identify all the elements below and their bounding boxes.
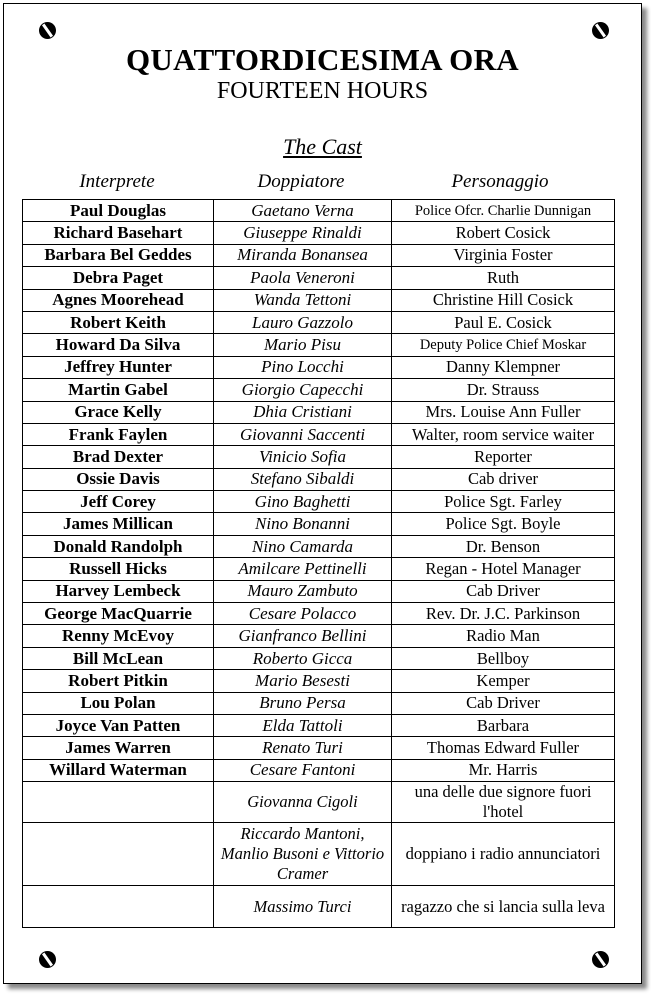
actor-cell: James Millican bbox=[23, 513, 214, 535]
character-cell: Cab driver bbox=[392, 468, 615, 490]
table-row bbox=[23, 379, 615, 401]
actor-cell: Jeffrey Hunter bbox=[23, 356, 214, 378]
column-header-character: Personaggio bbox=[451, 171, 549, 192]
character-cell: Regan - Hotel Manager bbox=[392, 558, 615, 580]
character-cell: Reporter bbox=[392, 446, 615, 468]
actor-cell: Lou Polan bbox=[23, 692, 214, 714]
table-row bbox=[23, 759, 615, 781]
dubber-cell: Giuseppe Rinaldi bbox=[214, 222, 392, 244]
dubber-cell: Amilcare Pettinelli bbox=[214, 558, 392, 580]
actor-cell: Bill McLean bbox=[23, 647, 214, 669]
table-row bbox=[23, 603, 615, 625]
actor-cell: Russell Hicks bbox=[23, 558, 214, 580]
table-row bbox=[23, 513, 615, 535]
table-row bbox=[23, 468, 615, 490]
dubber-cell: Gino Baghetti bbox=[214, 491, 392, 513]
character-cell: Robert Cosick bbox=[392, 222, 615, 244]
character-cell: Kemper bbox=[392, 670, 615, 692]
character-cell: una delle due signore fuori l'hotel bbox=[392, 782, 615, 823]
table-row bbox=[23, 580, 615, 602]
actor-cell: Ossie Davis bbox=[23, 468, 214, 490]
actor-cell: Brad Dexter bbox=[23, 446, 214, 468]
dubber-cell: Giovanna Cigoli bbox=[214, 782, 392, 823]
dubber-cell: Wanda Tettoni bbox=[214, 289, 392, 311]
dubber-cell: Pino Locchi bbox=[214, 356, 392, 378]
actor-cell: Donald Randolph bbox=[23, 535, 214, 557]
dubber-cell: Giovanni Saccenti bbox=[214, 423, 392, 445]
page-subtitle: FOURTEEN HOURS bbox=[216, 78, 429, 104]
dubber-cell: Mario Pisu bbox=[214, 334, 392, 356]
actor-cell: Barbara Bel Geddes bbox=[23, 244, 214, 266]
character-cell: Virginia Foster bbox=[392, 244, 615, 266]
character-cell: Cab Driver bbox=[392, 692, 615, 714]
table-row bbox=[23, 714, 615, 736]
character-cell: Ruth bbox=[392, 267, 615, 289]
dubber-cell: Bruno Persa bbox=[214, 692, 392, 714]
character-cell: Rev. Dr. J.C. Parkinson bbox=[392, 603, 615, 625]
character-cell: Police Sgt. Boyle bbox=[392, 513, 615, 535]
table-row bbox=[23, 647, 615, 669]
actor-cell: Robert Pitkin bbox=[23, 670, 214, 692]
table-row bbox=[23, 244, 615, 266]
actor-cell: Jeff Corey bbox=[23, 491, 214, 513]
dubber-cell: Giorgio Capecchi bbox=[214, 379, 392, 401]
table-row bbox=[23, 267, 615, 289]
dubber-cell: Vinicio Sofia bbox=[214, 446, 392, 468]
character-cell: Cab Driver bbox=[392, 580, 615, 602]
dubber-cell: Dhia Cristiani bbox=[214, 401, 392, 423]
character-cell: Bellboy bbox=[392, 647, 615, 669]
character-cell: Dr. Strauss bbox=[392, 379, 615, 401]
dubber-cell: Cesare Fantoni bbox=[214, 759, 392, 781]
actor-cell: Grace Kelly bbox=[23, 401, 214, 423]
dubber-cell: Elda Tattoli bbox=[214, 714, 392, 736]
actor-cell: James Warren bbox=[23, 737, 214, 759]
actor-cell: Joyce Van Patten bbox=[23, 714, 214, 736]
character-cell: ragazzo che si lancia sulla leva bbox=[392, 886, 615, 928]
dubber-cell: Paola Veneroni bbox=[214, 267, 392, 289]
actor-cell: Paul Douglas bbox=[23, 200, 214, 222]
table-row bbox=[23, 625, 615, 647]
page-title: QUATTORDICESIMA ORA bbox=[126, 42, 519, 77]
column-header-dubber: Doppiatore bbox=[257, 171, 345, 192]
character-cell: doppiano i radio annunciatori bbox=[392, 823, 615, 886]
table-row bbox=[23, 200, 615, 222]
dubber-cell: Gianfranco Bellini bbox=[214, 625, 392, 647]
character-cell: Christine Hill Cosick bbox=[392, 289, 615, 311]
dubber-cell: Miranda Bonansea bbox=[214, 244, 392, 266]
table-row bbox=[23, 401, 615, 423]
character-cell: Thomas Edward Fuller bbox=[392, 737, 615, 759]
table-row bbox=[23, 782, 615, 823]
table-row bbox=[23, 737, 615, 759]
actor-cell bbox=[23, 782, 214, 823]
screw-icon bbox=[39, 951, 56, 968]
table-row bbox=[23, 289, 615, 311]
actor-cell: Agnes Moorehead bbox=[23, 289, 214, 311]
table-row bbox=[23, 670, 615, 692]
dubber-cell: Cesare Polacco bbox=[214, 603, 392, 625]
table-row bbox=[23, 823, 615, 886]
dubber-cell: Roberto Gicca bbox=[214, 647, 392, 669]
table-row bbox=[23, 222, 615, 244]
table-row bbox=[23, 535, 615, 557]
actor-cell: Renny McEvoy bbox=[23, 625, 214, 647]
actor-cell bbox=[23, 886, 214, 928]
actor-cell bbox=[23, 823, 214, 886]
table-row bbox=[23, 311, 615, 333]
table-row bbox=[23, 886, 615, 928]
character-cell: Dr. Benson bbox=[392, 535, 615, 557]
dubber-cell: Renato Turi bbox=[214, 737, 392, 759]
screw-icon bbox=[592, 22, 609, 39]
table-row bbox=[23, 692, 615, 714]
dubber-cell: Stefano Sibaldi bbox=[214, 468, 392, 490]
table-row bbox=[23, 446, 615, 468]
actor-cell: Debra Paget bbox=[23, 267, 214, 289]
dubber-cell: Gaetano Verna bbox=[214, 200, 392, 222]
table-row bbox=[23, 491, 615, 513]
actor-cell: Martin Gabel bbox=[23, 379, 214, 401]
actor-cell: Richard Basehart bbox=[23, 222, 214, 244]
dubber-cell: Lauro Gazzolo bbox=[214, 311, 392, 333]
dubber-cell: Mauro Zambuto bbox=[214, 580, 392, 602]
table-row bbox=[23, 558, 615, 580]
dubber-cell: Mario Besesti bbox=[214, 670, 392, 692]
cast-heading: The Cast bbox=[283, 134, 362, 159]
column-header-actor: Interprete bbox=[79, 171, 155, 192]
screw-icon bbox=[39, 22, 56, 39]
dubber-cell: Riccardo Mantoni, Manlio Busoni e Vittorio Cramer bbox=[214, 823, 392, 886]
actor-cell: Howard Da Silva bbox=[23, 334, 214, 356]
character-cell: Paul E. Cosick bbox=[392, 311, 615, 333]
actor-cell: Robert Keith bbox=[23, 311, 214, 333]
character-cell: Barbara bbox=[392, 714, 615, 736]
character-cell: Danny Klempner bbox=[392, 356, 615, 378]
dubber-cell: Nino Camarda bbox=[214, 535, 392, 557]
character-cell: Mrs. Louise Ann Fuller bbox=[392, 401, 615, 423]
character-cell: Police Sgt. Farley bbox=[392, 491, 615, 513]
actor-cell: Harvey Lembeck bbox=[23, 580, 214, 602]
cast-plaque bbox=[3, 3, 642, 984]
character-cell: Deputy Police Chief Moskar bbox=[392, 334, 615, 356]
character-cell: Radio Man bbox=[392, 625, 615, 647]
dubber-cell: Nino Bonanni bbox=[214, 513, 392, 535]
character-cell: Mr. Harris bbox=[392, 759, 615, 781]
character-cell: Police Ofcr. Charlie Dunnigan bbox=[392, 200, 615, 222]
actor-cell: George MacQuarrie bbox=[23, 603, 214, 625]
table-row bbox=[23, 423, 615, 445]
actor-cell: Frank Faylen bbox=[23, 423, 214, 445]
table-row bbox=[23, 356, 615, 378]
actor-cell: Willard Waterman bbox=[23, 759, 214, 781]
table-row bbox=[23, 334, 615, 356]
screw-icon bbox=[592, 951, 609, 968]
cast-table bbox=[22, 199, 615, 928]
character-cell: Walter, room service waiter bbox=[392, 423, 615, 445]
dubber-cell: Massimo Turci bbox=[214, 886, 392, 928]
